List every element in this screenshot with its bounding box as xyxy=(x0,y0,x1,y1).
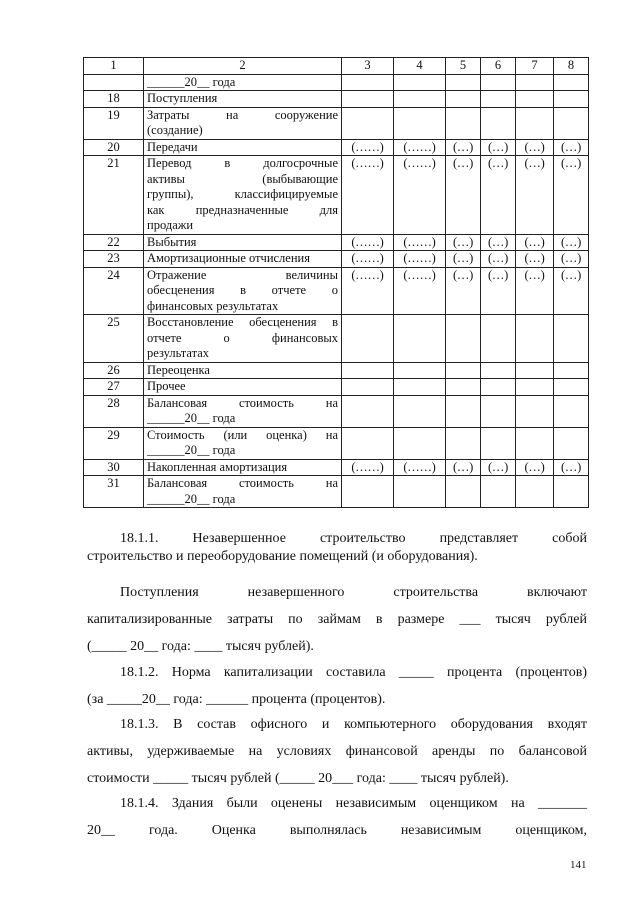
value-cell xyxy=(481,74,516,91)
table-row xyxy=(84,107,589,139)
value-cell xyxy=(446,91,481,108)
row-label-line: Балансовая стоимость на xyxy=(147,395,338,410)
table-row xyxy=(84,251,589,268)
value-cell: (…) xyxy=(481,139,516,156)
value-cell xyxy=(481,362,516,379)
value-cell xyxy=(554,427,589,459)
value-cell: (…) xyxy=(516,156,554,235)
value-cell xyxy=(554,379,589,396)
row-label-cell xyxy=(144,234,342,251)
value-cell xyxy=(516,91,554,108)
row-number-cell: 31 xyxy=(84,476,144,508)
value-cell: (……) xyxy=(394,459,446,476)
row-label-line: ______20__ года xyxy=(147,443,236,457)
value-cell: (…) xyxy=(516,267,554,315)
value-cell xyxy=(394,427,446,459)
column-number-header: 8 xyxy=(554,58,589,75)
value-cell: (…) xyxy=(481,156,516,235)
value-cell: (……) xyxy=(394,267,446,315)
row-label-line: продажи xyxy=(147,218,194,232)
row-label-cell xyxy=(144,459,342,476)
value-cell xyxy=(554,315,589,363)
value-cell xyxy=(342,379,394,396)
value-cell xyxy=(516,476,554,508)
row-number-cell: 25 xyxy=(84,315,144,363)
value-cell xyxy=(446,74,481,91)
value-cell xyxy=(516,315,554,363)
value-cell xyxy=(554,91,589,108)
table-row xyxy=(84,395,589,427)
row-label-line: Балансовая стоимость на xyxy=(147,476,338,490)
value-cell xyxy=(481,107,516,139)
table-row xyxy=(84,315,589,363)
row-label-line: группы), классифицируемые xyxy=(147,187,338,201)
row-number-cell xyxy=(84,74,144,91)
value-cell xyxy=(516,427,554,459)
value-cell xyxy=(516,395,554,427)
value-cell xyxy=(342,107,394,139)
value-cell xyxy=(516,74,554,91)
value-cell: (…) xyxy=(481,251,516,268)
row-number-cell: 30 xyxy=(84,459,144,476)
row-number-cell: 26 xyxy=(84,362,144,379)
table-row xyxy=(84,91,589,108)
value-cell xyxy=(342,315,394,363)
value-cell xyxy=(446,395,481,427)
value-cell: (…) xyxy=(516,251,554,268)
row-label-line: Затраты на сооружение xyxy=(147,107,338,122)
value-cell xyxy=(394,379,446,396)
value-cell xyxy=(394,395,446,427)
row-label-line: обесценения в отчете о xyxy=(147,283,338,297)
value-cell: (…) xyxy=(554,234,589,251)
column-number-header: 3 xyxy=(342,58,394,75)
row-number-cell: 22 xyxy=(84,234,144,251)
row-label-line: Стоимость (или оценка) на xyxy=(147,427,338,442)
value-cell xyxy=(394,315,446,363)
value-cell: (…) xyxy=(446,267,481,315)
row-label-cell xyxy=(144,362,342,379)
value-cell xyxy=(342,91,394,108)
value-cell xyxy=(554,74,589,91)
table-row xyxy=(84,476,589,508)
row-number-cell: 27 xyxy=(84,379,144,396)
paragraph-18-1-1: 18.1.1. Незавершенное строительство представляет собой строительство и переоборудование помещений (и оборудования). xyxy=(87,531,587,564)
value-cell xyxy=(481,379,516,396)
row-label-cell xyxy=(144,156,342,235)
value-cell: (……) xyxy=(394,139,446,156)
table-row xyxy=(84,362,589,379)
value-cell: (…) xyxy=(516,234,554,251)
table-row xyxy=(84,459,589,476)
column-number-header: 6 xyxy=(481,58,516,75)
row-label-cell xyxy=(144,107,342,139)
row-label-cell xyxy=(144,476,342,508)
table-row xyxy=(84,379,589,396)
value-cell xyxy=(394,362,446,379)
row-label-line: ______20__ года xyxy=(147,491,236,506)
value-cell: (…) xyxy=(446,459,481,476)
value-cell: (…) xyxy=(446,156,481,235)
row-label-cell xyxy=(144,379,342,396)
value-cell: (……) xyxy=(394,251,446,268)
row-label-line: Восстановление обесценения в xyxy=(147,315,338,329)
value-cell xyxy=(446,427,481,459)
row-label-line: как предназначенные для xyxy=(147,202,338,217)
row-label-cell xyxy=(144,251,342,268)
value-cell: (…) xyxy=(516,459,554,476)
row-label-cell xyxy=(144,427,342,459)
value-cell xyxy=(554,362,589,379)
row-label-line: активы (выбывающие xyxy=(147,171,338,186)
row-label-cell xyxy=(144,267,342,315)
value-cell xyxy=(516,362,554,379)
column-number-header: 2 xyxy=(144,58,342,75)
value-cell xyxy=(342,395,394,427)
table-row xyxy=(84,427,589,459)
row-label-line: ______20__ года xyxy=(147,411,236,425)
row-number-cell: 18 xyxy=(84,91,144,108)
value-cell: (…) xyxy=(554,139,589,156)
row-label-line: Амортизационные отчисления xyxy=(147,251,310,265)
row-label-line: (создание) xyxy=(147,123,203,137)
value-cell: (……) xyxy=(342,139,394,156)
row-label-line: Выбытия xyxy=(147,234,197,249)
column-number-header: 7 xyxy=(516,58,554,75)
value-cell: (……) xyxy=(342,156,394,235)
value-cell xyxy=(516,107,554,139)
table-row xyxy=(84,156,589,235)
table-body xyxy=(84,58,589,508)
table-row xyxy=(84,139,589,156)
row-number-cell: 23 xyxy=(84,251,144,268)
asset-movement-table xyxy=(83,57,589,508)
value-cell xyxy=(394,91,446,108)
paragraph-18-1-2: 18.1.2. Норма капитализации составила _____ процента (процентов) (за _____20__ года: ______ процента (процентов). xyxy=(87,665,587,707)
value-cell xyxy=(342,74,394,91)
row-number-cell: 21 xyxy=(84,156,144,235)
value-cell xyxy=(481,427,516,459)
value-cell: (……) xyxy=(342,267,394,315)
row-label-line: Передачи xyxy=(147,139,198,154)
row-label-cell xyxy=(144,139,342,156)
row-number-cell: 24 xyxy=(84,267,144,315)
value-cell: (…) xyxy=(446,139,481,156)
value-cell xyxy=(446,362,481,379)
value-cell: (…) xyxy=(481,267,516,315)
row-number-cell: 28 xyxy=(84,395,144,427)
row-label-line: отчете о финансовых xyxy=(147,330,338,345)
value-cell xyxy=(394,74,446,91)
row-label-cell xyxy=(144,91,342,108)
value-cell xyxy=(446,107,481,139)
value-cell xyxy=(446,315,481,363)
value-cell: (…) xyxy=(481,234,516,251)
value-cell xyxy=(446,476,481,508)
continuation-label: ______20__ года xyxy=(144,74,342,91)
value-cell xyxy=(446,379,481,396)
value-cell: (……) xyxy=(342,251,394,268)
value-cell xyxy=(342,427,394,459)
value-cell: (…) xyxy=(481,459,516,476)
row-label-line: финансовых результатах xyxy=(147,298,279,313)
value-cell: (…) xyxy=(554,459,589,476)
value-cell: (……) xyxy=(342,459,394,476)
value-cell xyxy=(394,476,446,508)
value-cell xyxy=(481,315,516,363)
table-header-row xyxy=(84,58,589,75)
value-cell xyxy=(342,476,394,508)
value-cell: (…) xyxy=(554,267,589,315)
paragraph-capitalized-costs: Поступления незавершенного строительства включают капитализированные затраты по займам в размере ___ тысяч рублей (_____ 20__ года: ____ тысяч рублей). xyxy=(87,585,587,654)
value-cell xyxy=(481,91,516,108)
value-cell xyxy=(516,379,554,396)
row-label-line: результатах xyxy=(147,346,210,360)
paragraph-18-1-3: 18.1.3. В состав офисного и компьютерного оборудования входят активы, удерживаемые на условиях финансовой аренды по балансовой стоимости _____ тысяч рублей (_____ 20___ года: ____ тысяч рублей). xyxy=(87,717,587,786)
column-number-header: 5 xyxy=(446,58,481,75)
value-cell: (…) xyxy=(446,251,481,268)
value-cell: (……) xyxy=(394,156,446,235)
value-cell xyxy=(554,395,589,427)
value-cell xyxy=(394,107,446,139)
value-cell xyxy=(554,476,589,508)
value-cell xyxy=(342,362,394,379)
value-cell: (…) xyxy=(554,156,589,235)
value-cell: (…) xyxy=(446,234,481,251)
value-cell: (……) xyxy=(394,234,446,251)
row-label-cell xyxy=(144,395,342,427)
row-label-line: Накопленная амортизация xyxy=(147,459,288,474)
column-number-header: 4 xyxy=(394,58,446,75)
value-cell: (…) xyxy=(554,251,589,268)
paragraph-18-1-4: 18.1.4. Здания были оценены независимым оценщиком на _______ 20__ года. Оценка выполнялась независимым оценщиком, xyxy=(87,796,587,838)
value-cell xyxy=(481,476,516,508)
row-label-cell xyxy=(144,315,342,363)
page-number: 141 xyxy=(570,859,587,871)
row-number-cell: 20 xyxy=(84,139,144,156)
row-label-line: Поступления xyxy=(147,91,218,105)
row-label-line: Переоценка xyxy=(147,362,210,377)
value-cell xyxy=(481,395,516,427)
row-label-line: Прочее xyxy=(147,379,186,393)
table-row xyxy=(84,234,589,251)
value-cell: (…) xyxy=(516,139,554,156)
value-cell xyxy=(554,107,589,139)
table-row xyxy=(84,267,589,315)
row-label-line: Отражение величины xyxy=(147,267,338,282)
row-number-cell: 19 xyxy=(84,107,144,139)
row-label-line: Перевод в долгосрочные xyxy=(147,156,338,170)
value-cell: (……) xyxy=(342,234,394,251)
table-continuation-row xyxy=(84,74,589,91)
column-number-header: 1 xyxy=(84,58,144,75)
row-number-cell: 29 xyxy=(84,427,144,459)
